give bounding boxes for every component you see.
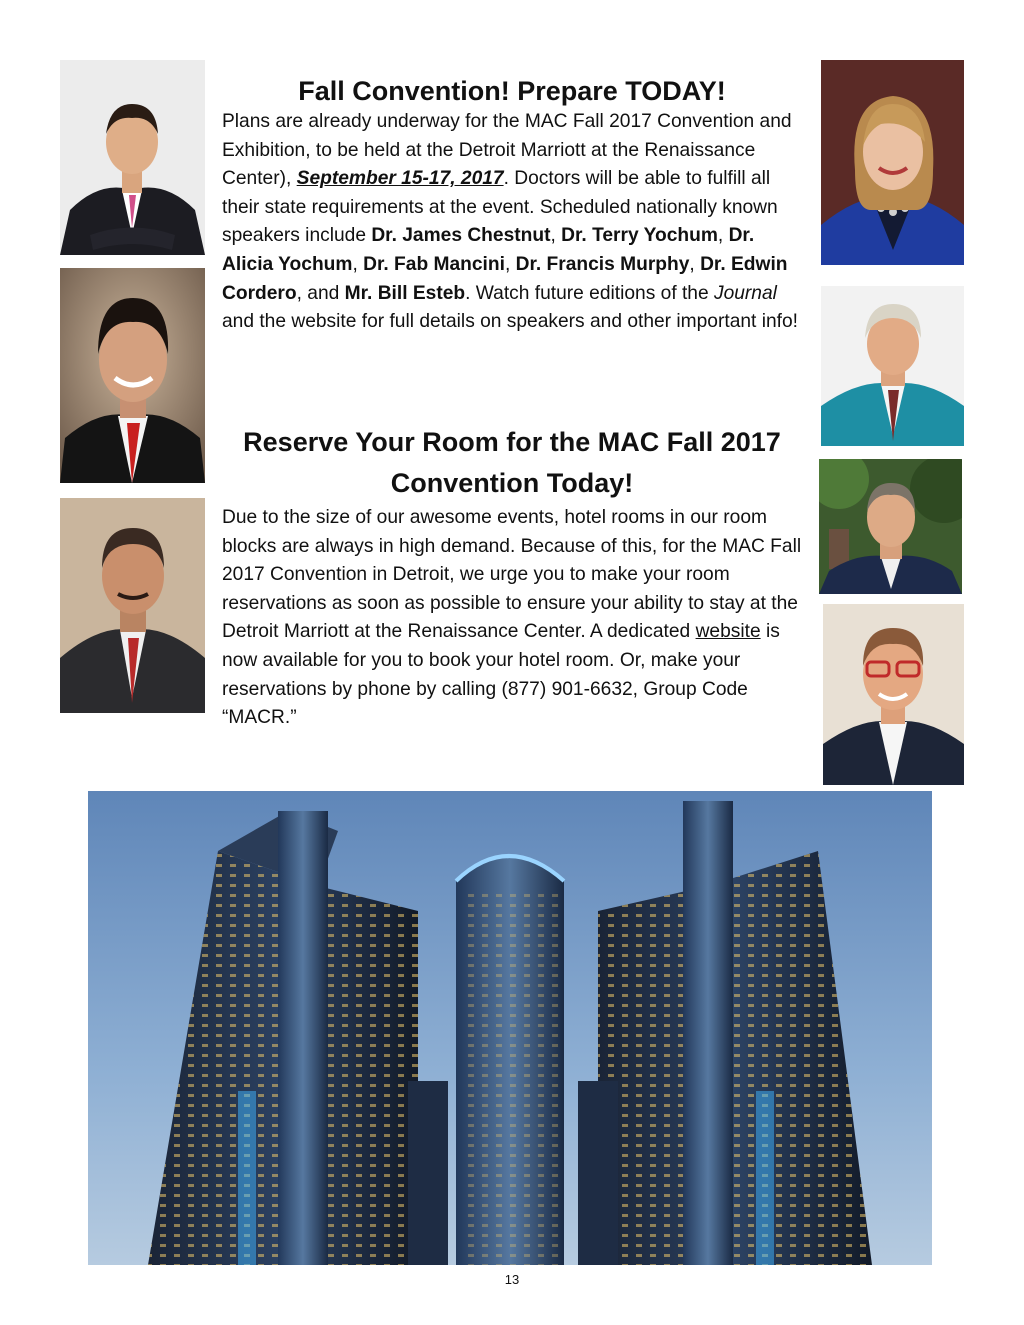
speaker-photo-2: [60, 268, 205, 483]
separator: ,: [717, 225, 729, 247]
website-link[interactable]: website: [695, 621, 761, 643]
speaker-photo-3: [60, 498, 205, 713]
speaker-name: Dr. Edwin Cordero: [222, 253, 788, 304]
fall-convention-heading: Fall Convention! Prepare TODAY!: [298, 76, 726, 106]
speaker-photo-5: [821, 286, 964, 446]
heading-line-1: Reserve Your Room for the MAC Fall 2017: [243, 427, 781, 457]
fall-convention-body: [222, 108, 802, 337]
speaker-name: Dr. James Chestnut: [371, 225, 551, 247]
speaker-name: Dr. Terry Yochum: [561, 225, 718, 247]
fall-convention-section: [222, 74, 802, 337]
body-text: and the website for full details on speakers and other important info!: [222, 311, 798, 333]
body-text: . Watch future editions of the: [465, 282, 714, 304]
speaker-name: Dr. Fab Mancini: [363, 253, 505, 275]
speaker-photo-4: [821, 60, 964, 265]
body-text: Due to the size of our awesome events, hotel rooms in our room blocks are always in high demand. Because of this, for the MAC Fall 2017 Convention in Detroit, we urge you to make your room reservations as soon as possible to ensure your ability to stay at the Detroit Marriott at the Renaissance Center. A dedicated: [222, 507, 802, 643]
reserve-room-body: [222, 504, 802, 733]
speaker-photo-1: [60, 60, 205, 255]
reserve-room-section: [222, 422, 802, 733]
reserve-room-heading: [222, 422, 802, 504]
separator: , and: [296, 282, 345, 304]
speaker-photo-6: [819, 459, 962, 594]
speaker-name: Dr. Francis Murphy: [515, 253, 690, 275]
body-text: Plans are already underway for the MAC Fall 2017 Convention and Exhibition, to be held at the Detroit Marriott at the Renaissance Center),: [222, 111, 792, 190]
speaker-photo-7: [823, 604, 964, 785]
separator: ,: [689, 253, 701, 275]
renaissance-center-photo: [88, 791, 932, 1265]
body-text: . Doctors will be able to fulfill all their state requirements at the event. Scheduled nationally known speakers include: [222, 168, 778, 247]
separator: ,: [352, 253, 364, 275]
heading-line-2: Convention Today!: [390, 468, 634, 498]
separator: ,: [550, 225, 562, 247]
page-number: 13: [504, 1272, 520, 1287]
body-text: is now available for you to book your hotel room. Or, make your reservations by phone by calling (877) 901-6632, Group Code “MACR.”: [222, 621, 780, 729]
separator: ,: [504, 253, 516, 275]
journal-title: Journal: [713, 282, 777, 304]
convention-date: September 15-17, 2017: [296, 168, 504, 190]
speaker-name: Dr. Alicia Yochum: [222, 225, 755, 275]
speaker-name: Mr. Bill Esteb: [344, 282, 466, 304]
